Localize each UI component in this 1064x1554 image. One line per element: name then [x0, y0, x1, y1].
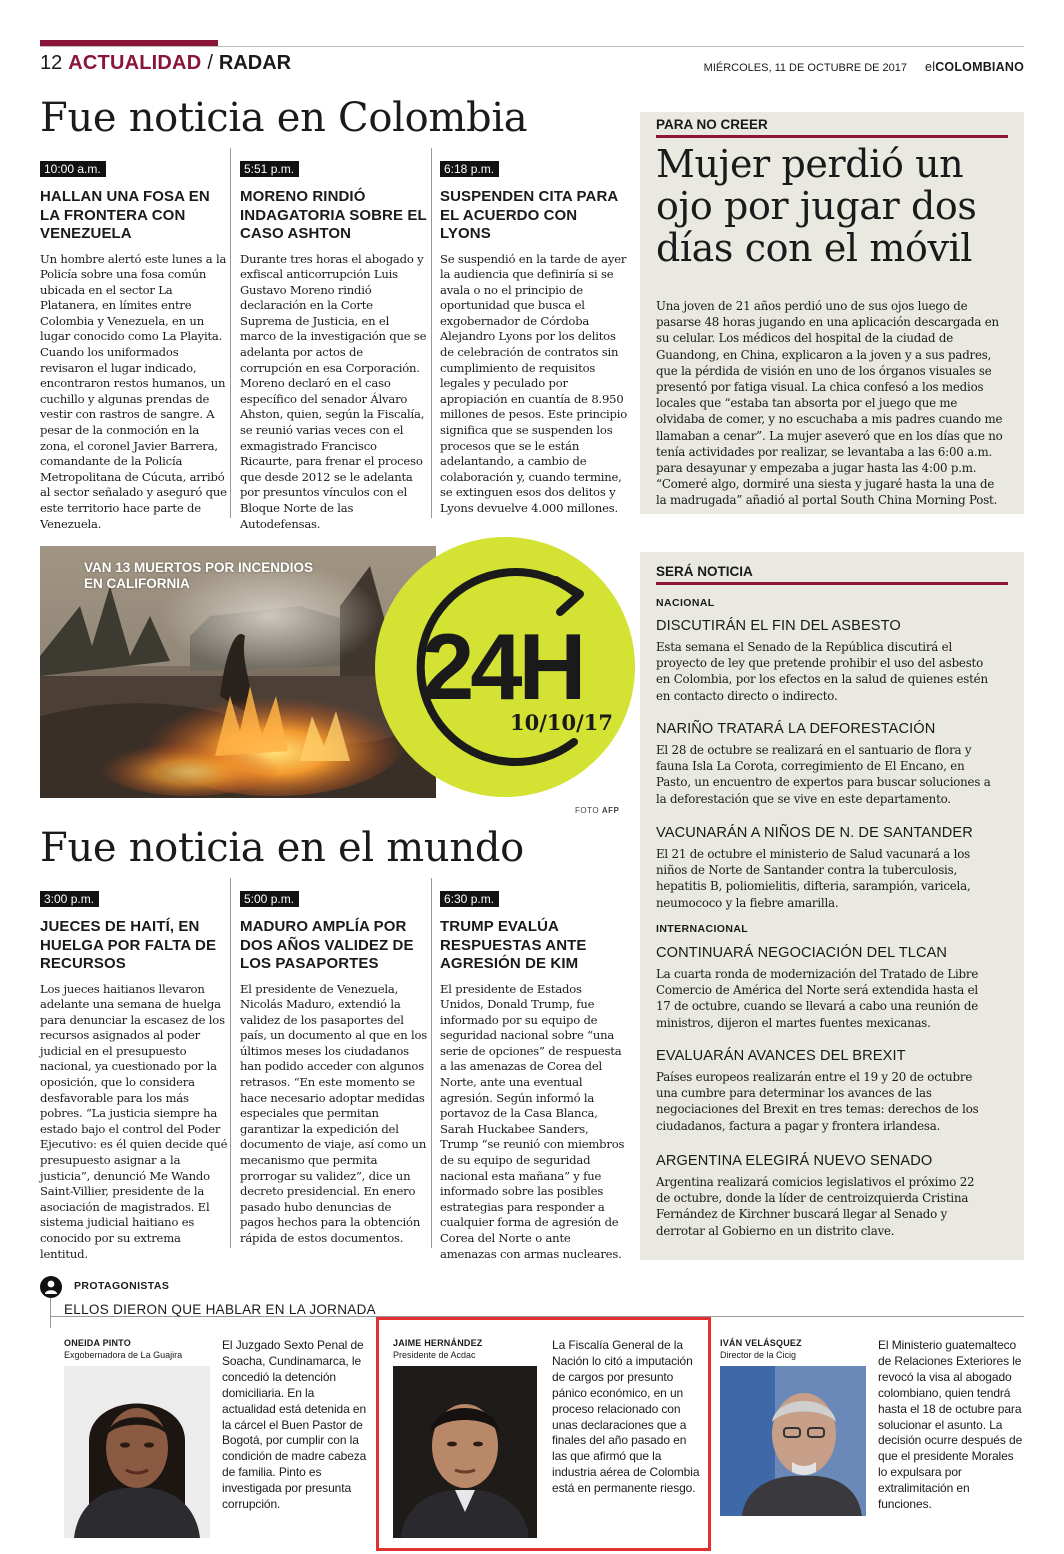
page-number: 12: [40, 52, 63, 74]
masthead-info: [704, 60, 1024, 74]
panel-accent-rule: [656, 135, 1008, 138]
column-divider: [431, 148, 432, 518]
time-badge: 6:30 p.m.: [440, 891, 499, 907]
24h-logo-text: 24H: [422, 614, 583, 719]
protagonist-text: La Fiscalía General de la Nación lo citó a imputación de cargos por presunto pánico económico, en un proceso relacionado con unas declaraciones que a finales del año pasado en las que afirmó que la industria aérea de Colombia está en permanente riesgo.: [552, 1338, 700, 1496]
sera-noticia-item: [656, 1153, 991, 1239]
section-name: ACTUALIDAD: [68, 52, 202, 74]
article-headline: HALLAN UNA FOSA EN LA FRONTERA CON VENEZUELA: [40, 188, 210, 242]
person-icon: [40, 1276, 62, 1298]
man-portrait-image: [720, 1366, 866, 1516]
para-no-creer-body: Una joven de 21 años perdió uno de sus ojos luego de pasarse 48 horas jugando en una aplicación descargada en su celular. Los médicos del hospital de la ciudad de Guandong, en China, explicaron a la joven y a sus padres, que la pérdida de visión en uno de los órganos visuales se presentó por fatiga visual. La chica confesó a los medios locales que “estaba tan absorta por el juego que me olvidaba de comer, y no escuchaba a mis padres cuando me llamaban a cenar”. La mujer aseveró que en los días que no tenía actividades por realizar, se levantaba a las 6:00 a.m. para desayunar y empezaba a jugar hasta las 4:00 p.m. “Comeré algo, dormiré una siesta y jugaré hasta la una de la madrugada” añadió al portal South China Morning Post.: [656, 299, 1003, 508]
sera-noticia-item: [656, 618, 991, 704]
sera-noticia-label: SERÁ NOTICIA: [656, 564, 753, 579]
protagonist-role: Director de la Cicig: [720, 1350, 797, 1360]
person-glyph: [40, 1276, 62, 1298]
time-badge: 5:51 p.m.: [240, 161, 299, 177]
article-body: Un hombre alertó este lunes a la Policía sobre una fosa común ubicada en el sector La Platanera, en límites entre Colombia y Venezuela, en un lugar conocido como La Playita. Cuando los uniformados revisaron el lugar indicado, encontraron restos humanos, un cuchillo y algunas prendas de vestir con rastros de sangre. A pesar de la conmoción en la zona, el coronel Javier Barrera, comandante de la Policía Metropolitana de Cúcuta, arribó al sector señalado y aseguró que este territorio hace parte de Venezuela.: [40, 251, 227, 531]
nacional-label: NACIONAL: [656, 597, 715, 609]
sera-noticia-body: Argentina realizará comicios legislativos el próximo 22 de octubre, donde la líder de centroizquierda Cristina Fernández de Kirchner buscará llegar al Senado y derrotar al Gobierno en un distrito clave.: [656, 1175, 975, 1238]
portrait-oneida-pinto: [64, 1366, 210, 1538]
protagonistas-subtitle: ELLOS DIERON QUE HABLAR EN LA JORNADA: [64, 1302, 376, 1317]
sera-noticia-headline: NARIÑO TRATARÁ LA DEFORESTACIÓN: [656, 721, 936, 737]
column-divider: [230, 878, 231, 1248]
article-body: El presidente de Venezuela, Nicolás Maduro, extendió la validez de los pasaportes del país, un documento al que en los últimos meses los ciudadanos han podido acceder con algunos retrasos. “En este momento se hace necesario adoptar medidas especiales que permitan garantizar la expedición del documento de viaje, así como un mecanismo que permita prorrogar su validez”, dice un decreto presidencial. En enero pasado hubo denuncias de pagos hechos para la obtención rápida de estos documentos.: [240, 981, 427, 1245]
photo-credit: FOTO AFP: [575, 806, 620, 815]
protagonist-name: ONEIDA PINTO: [64, 1338, 131, 1348]
protagonistas-rule-vertical: [50, 1298, 51, 1328]
sera-noticia-item: [656, 721, 991, 807]
time-badge: 5:00 p.m.: [240, 891, 299, 907]
sera-noticia-body: Esta semana el Senado de la República discutirá el proyecto de ley que pretende prohibir el uso del asbesto en Colombia, por los efectos en la salud de quienes estén en contacto directo o indirecto.: [656, 640, 988, 703]
mundo-title: Fue noticia en el mundo: [40, 825, 524, 871]
subsection-name: RADAR: [218, 52, 292, 74]
time-badge: 3:00 p.m.: [40, 891, 99, 907]
article-headline: MADURO AMPLÍA POR DOS AÑOS VALIDEZ DE LOS PASAPORTES: [240, 918, 414, 972]
article-headline: TRUMP EVALÚA RESPUESTAS ANTE AGRESIÓN DE KIM: [440, 918, 587, 972]
protagonist-text: El Ministerio guatemalteco de Relaciones Exteriores le revocó la visa al abogado colombiano, quien tendrá hasta el 18 de octubre para solucionar el asunto. La decisión ocurre después de que el presidente Morales lo expulsara por extralimitación en funciones.: [878, 1338, 1023, 1512]
para-no-creer-label: PARA NO CREER: [656, 117, 768, 132]
protagonist-name: JAIME HERNÁNDEZ: [393, 1338, 483, 1348]
portrait-ivan-velasquez: [720, 1366, 866, 1516]
sera-noticia-body: La cuarta ronda de modernización del Tratado de Libre Comercio de América del Norte será extendida hasta el 17 de octubre, cuando se llevará a cabo una reunión de ministros, dijeron el martes fuentes mexicanas.: [656, 967, 979, 1030]
colombia-title: Fue noticia en Colombia: [40, 95, 528, 141]
protagonist-name: IVÁN VELÁSQUEZ: [720, 1338, 802, 1348]
sera-noticia-headline: DISCUTIRÁN EL FIN DEL ASBESTO: [656, 618, 901, 634]
mundo-article-3: [440, 888, 628, 1262]
woman-portrait-image: [64, 1366, 210, 1538]
article-body: El presidente de Estados Unidos, Donald Trump, fue informado por su equipo de seguridad nacional sobre “una serie de opciones” de respuesta a las amenazas de Corea del Norte, ante una eventual agresión. Según informó la portavoz de la Casa Blanca, Sarah Huckabee Sanders, Trump “se reunió con miembros de su equipo de seguridad nacional esta mañana” y fue informado sobre las posibles estrategias para responder a cualquier forma de agresión de Corea del Norte o ante amenazas con armas nucleares.: [440, 981, 625, 1261]
colombia-article-3: [440, 158, 628, 517]
sera-noticia-headline: CONTINUARÁ NEGOCIACIÓN DEL TLCAN: [656, 945, 948, 961]
sera-noticia-item: [656, 945, 991, 1031]
time-badge: 10:00 a.m.: [40, 161, 106, 177]
protagonist-role: Presidente de Acdac: [393, 1350, 476, 1360]
column-divider: [431, 878, 432, 1248]
sera-noticia-headline: ARGENTINA ELEGIRÁ NUEVO SENADO: [656, 1153, 933, 1169]
sera-noticia-headline: EVALUARÁN AVANCES DEL BREXIT: [656, 1048, 906, 1064]
24h-logo: [374, 532, 636, 802]
sera-noticia-body: El 28 de octubre se realizará en el santuario de flora y fauna Isla La Corota, corregimiento de El Encano, en Pasto, un encuentro de expertos para buscar soluciones a la deforestación que se vive en este departamento.: [656, 743, 991, 806]
article-body: Los jueces haitianos llevaron adelante una semana de huelga para denunciar la escasez de los recursos asignados al poder judicial en el presupuesto nacional, ya cuestionado por la oposición, que lo considera desfavorable para los más pobres. “La justicia siempre ha estado bajo el control del Poder Ejecutivo: es él quien decide qué presupuesto asignar a la justicia”, denunció Me Wando Saint-Villier, presidente de la asociación de magistrados. El sistema judicial haitiano es conocido por su extrema lentitud.: [40, 981, 228, 1261]
mundo-article-1: [40, 888, 228, 1262]
sera-noticia-headline: VACUNARÁN A NIÑOS DE N. DE SANTANDER: [656, 825, 973, 841]
protagonistas-label: PROTAGONISTAS: [74, 1280, 170, 1292]
para-no-creer-title: Mujer perdió un ojo por jugar dos días con el móvil: [656, 142, 977, 270]
article-headline: SUSPENDEN CITA PARA EL ACUERDO CON LYONS: [440, 188, 618, 242]
protagonist-role: Exgobernadora de La Guajira: [64, 1350, 183, 1360]
sera-noticia-item: [656, 825, 991, 911]
issue-date: MIÉRCOLES, 11 DE OCTUBRE DE 2017: [703, 62, 908, 74]
photo-caption: VAN 13 MUERTOS POR INCENDIOS EN CALIFORNIA: [84, 560, 314, 591]
colombia-article-1: [40, 158, 228, 532]
sera-noticia-body: El 21 de octubre el ministerio de Salud vacunará a los niños de Norte de Santander contra la tuberculosis, hepatitis B, poliomielitis, difteria, sarampión, varicela, neumococo y la fiebre amarilla.: [656, 847, 971, 910]
article-headline: MORENO RINDIÓ INDAGATORIA SOBRE EL CASO ASHTON: [240, 188, 427, 242]
internacional-label: INTERNACIONAL: [656, 923, 749, 935]
sera-noticia-body: Países europeos realizarán entre el 19 y 20 de octubre una cumbre para determinar los avances de las negociaciones del Brexit en tres temas: derechos de los ciudadanos, factura a pagar y frontera irlandesa.: [656, 1070, 979, 1133]
header-rule: [40, 46, 1024, 47]
article-headline: JUECES DE HAITÍ, EN HUELGA POR FALTA DE RECURSOS: [40, 918, 217, 972]
article-body: Durante tres horas el abogado y exfiscal anticorrupción Luis Gustavo Moreno rindió declaración en la Corte Suprema de Justicia, en el marco de la investigación que se adelanta por actos de corrupción en esa Corporación. Moreno declaró en el caso específico del senador Álvaro Ahston, quien, según la Fiscalía, se reunió varias veces con el exmagistrado Francisco Ricaurte, para frenar el proceso que desde 2012 se le adelanta por presuntos vínculos con el Bloque Norte de las Autodefensas.: [240, 251, 427, 531]
newspaper-brand: elCOLOMBIANO: [925, 60, 1024, 74]
sera-noticia-item: [656, 1048, 991, 1134]
protagonist-text: El Juzgado Sexto Penal de Soacha, Cundinamarca, le concedió la detención domiciliaria. En la actualidad está detenida en la cárcel el Buen Pastor de Bogotá, por cumplir con la condición de madre cabeza de familia. Pinto es investigada por presunta corrupción.: [222, 1338, 367, 1512]
mundo-article-2: [240, 888, 428, 1247]
section-separator: /: [207, 52, 213, 74]
article-body: Se suspendió en la tarde de ayer la audiencia que definiría si se avala o no el principio de oportunidad que busca el exgobernador de Córdoba Alejandro Lyons por los delitos de celebración de contratos sin cumplimiento de requisitos legales y peculado por apropiación en cuantía de 8.950 millones de pesos. Este principio significa que se suspenden los procesos que se le están adelantando, a cambio de colaboración y, cuando termine, se extinguen esos dos delitos y Lyons devuelve 4.000 millones.: [440, 251, 628, 515]
column-divider: [230, 148, 231, 518]
section-header: [40, 52, 291, 75]
24h-date: 10/10/17: [510, 710, 614, 735]
time-badge: 6:18 p.m.: [440, 161, 499, 177]
highlight-box: [376, 1317, 711, 1551]
colombia-article-2: [240, 158, 428, 532]
panel-accent-rule: [656, 582, 1008, 585]
